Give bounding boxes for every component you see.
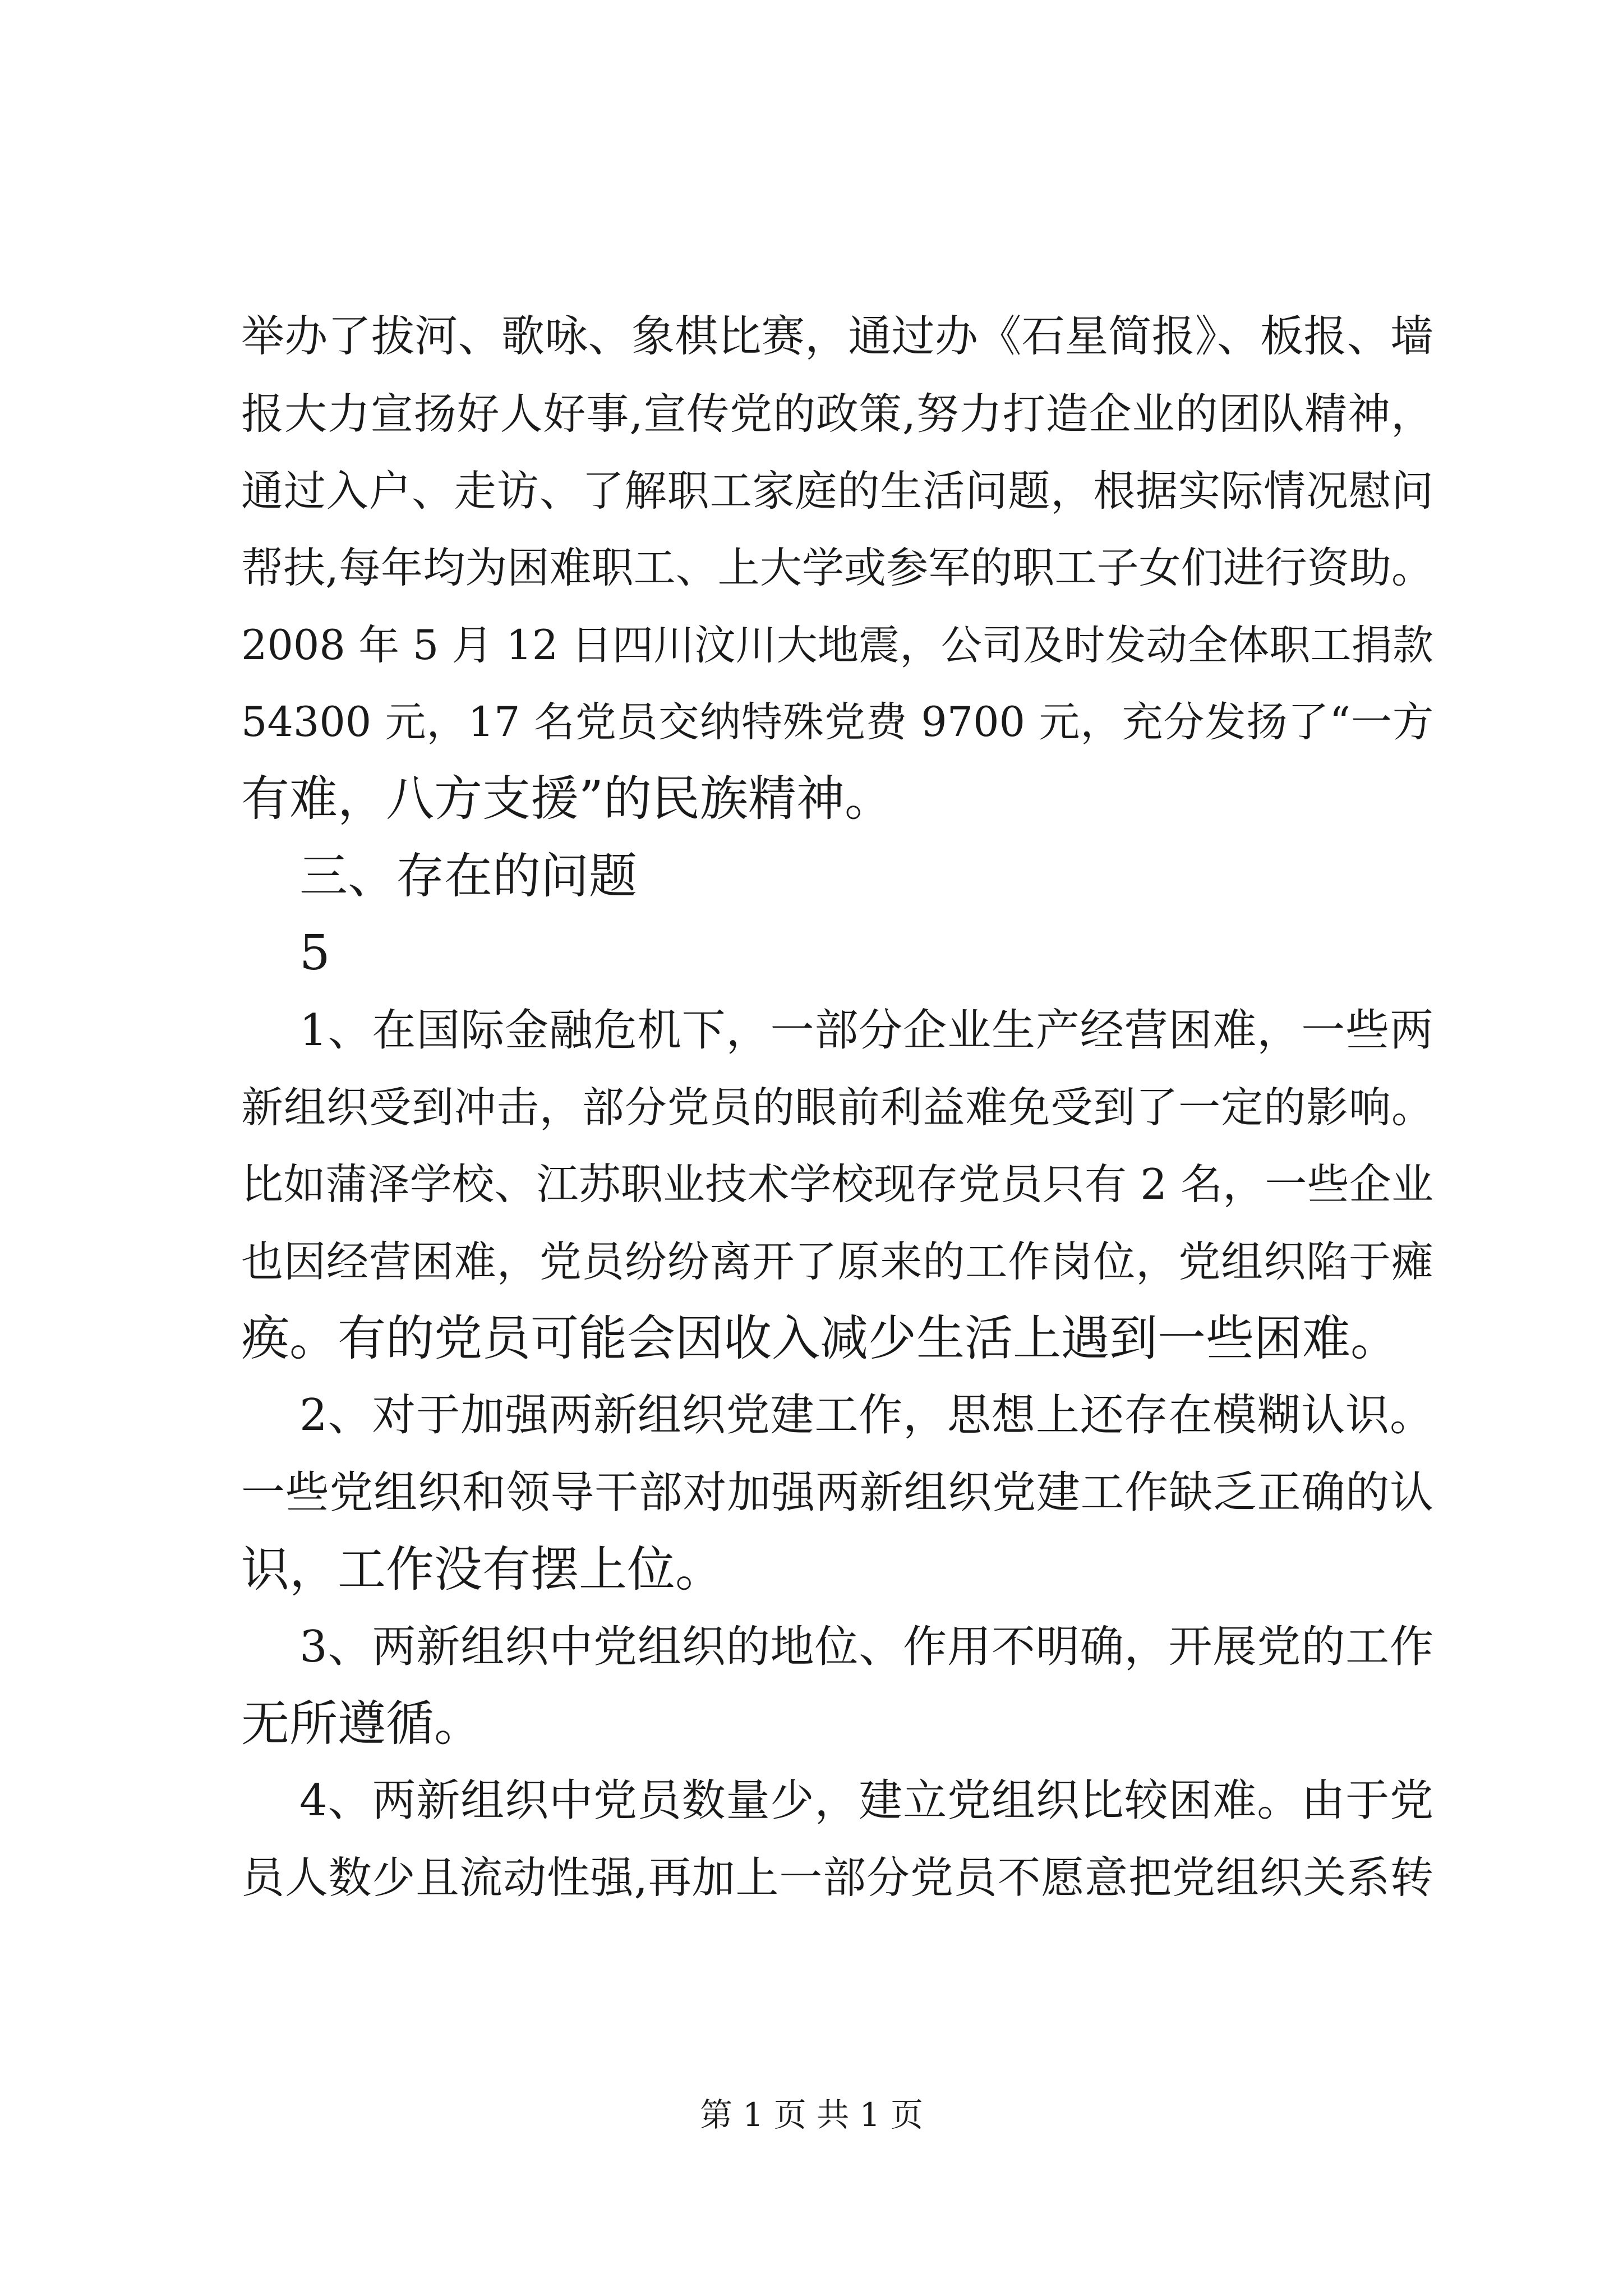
text-line: 无所遵循。 — [241, 1696, 482, 1752]
text-line: 痪。有的党员可能会因收入减少生活上遇到一些困难。 — [241, 1310, 1399, 1367]
text-line: 识，工作没有摆上位。 — [241, 1542, 723, 1598]
text-line: 也因经营困难，党员纷纷离开了原来的工作岗位，党组织陷于瘫 — [241, 1236, 1433, 1286]
text-line: 员人数少且流动性强,再加上一部分党员不愿意把党组织关系转 — [241, 1853, 1433, 1903]
text-line: 2、对于加强两新组织党建工作，思想上还存在模糊认识。 — [299, 1390, 1433, 1441]
text-line: 5 — [299, 925, 330, 982]
text-line: 新组织受到冲击，部分党员的眼前利益难免受到了一定的影响。 — [241, 1082, 1433, 1132]
text-line: 有难，八方支援”的民族精神。 — [241, 771, 893, 827]
text-line: 举办了拔河、歌咏、象棋比赛，通过办《石星简报》、板报、墙 — [241, 312, 1433, 362]
text-line: 54300 元，17 名党员交纳特殊党费 9700 元，充分发扬了“一方 — [241, 698, 1433, 746]
text-line: 2008 年 5 月 12 日四川汶川大地震，公司及时发动全体职工捐款 — [241, 621, 1433, 669]
text-line: 通过入户、走访、了解职工家庭的生活问题，根据实际情况慰问 — [241, 466, 1433, 516]
document-body — [241, 298, 1433, 1917]
text-line: 帮扶,每年均为困难职工、上大学或参军的职工子女们进行资助。 — [241, 543, 1433, 593]
text-line: 4、两新组织中党员数量少，建立党组织比较困难。由于党 — [299, 1775, 1433, 1826]
text-line: 比如蒲泽学校、江苏职业技术学校现存党员只有 2 名，一些企业 — [241, 1159, 1433, 1209]
page-footer: 第 1 页 共 1 页 — [700, 2096, 923, 2134]
text-line: 三、存在的问题 — [299, 848, 637, 904]
text-line: 报大力宣扬好人好事,宣传党的政策,努力打造企业的团队精神， — [241, 389, 1433, 439]
text-line: 一些党组织和领导干部对加强两新组织党建工作缺乏正确的认 — [241, 1467, 1433, 1518]
text-line: 1、在国际金融危机下，一部分企业生产经营困难，一些两 — [299, 1005, 1433, 1056]
text-line: 3、两新组织中党组织的地位、作用不明确，开展党的工作 — [299, 1621, 1433, 1672]
